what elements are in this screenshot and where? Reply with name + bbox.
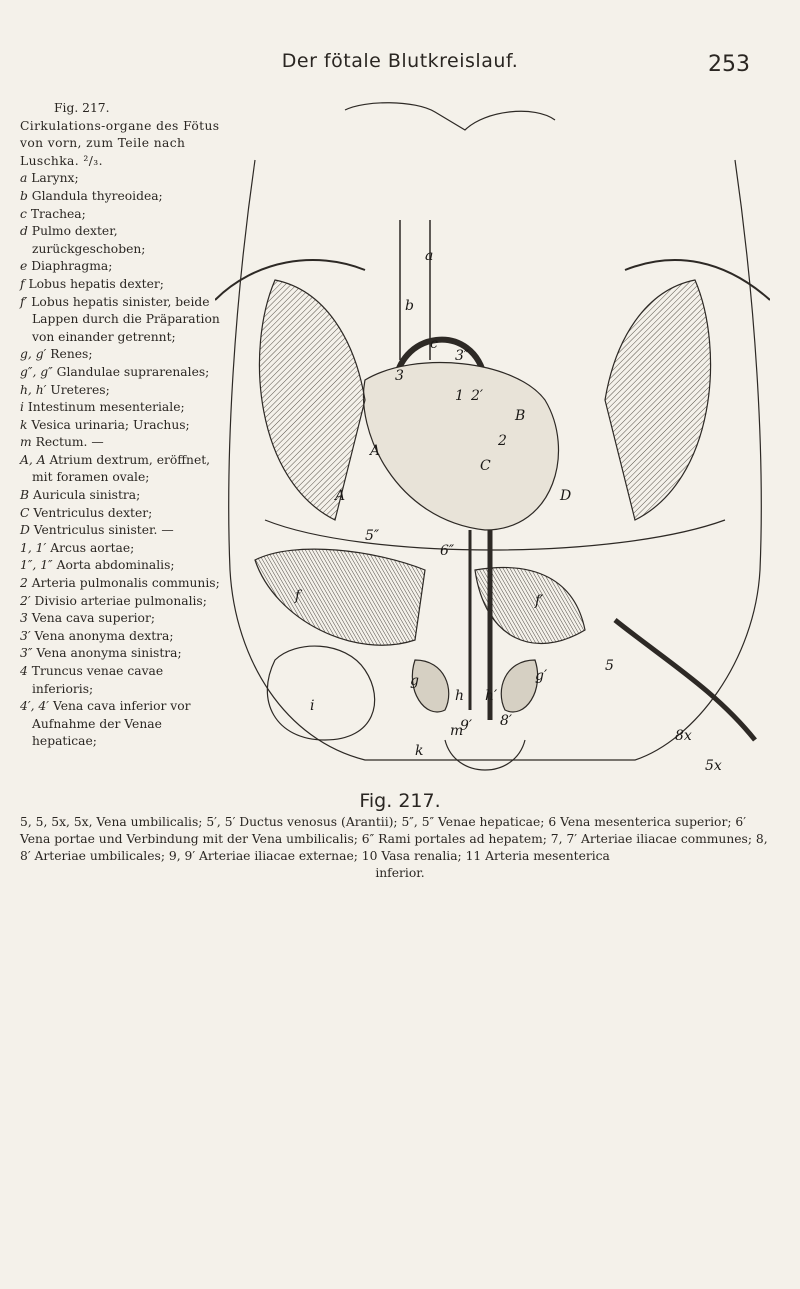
label-8x: 8x [675,728,692,744]
label-A2: A [335,488,346,504]
legend-entry [20,698,228,751]
legend-entry-key: 1″, 1″ [20,558,53,573]
legend-entry [20,346,228,364]
label-h: h [455,688,465,704]
legend-entries [20,170,228,751]
legend-entry-key: 2′ [20,593,31,608]
legend-entry [20,364,228,382]
legend-entry [20,206,228,224]
trachea [400,220,430,360]
legend-entry-text: Lobus hepatis dexter; [28,276,164,291]
legend-entry-key: A, A [20,452,46,467]
legend-fig-label: Fig. 217. [54,101,110,115]
label-6: 6″ [440,543,455,559]
label-5x: 5x [705,758,722,774]
legend-entry-key: 3″ [20,646,33,661]
legend-entry [20,628,228,646]
legend-entry [20,522,228,540]
legend-entry [20,540,228,558]
legend-entry-key: h, h′ [20,382,47,397]
label-fp: f′ [535,593,544,609]
legend-entry-text: Renes; [50,347,93,362]
legend-entry [20,417,228,435]
legend-entry-text: Vena cava inferior vor Aufnahme der Venae hepaticae; [32,699,191,749]
footnote-line-1: 5, 5, 5x, 5x, Vena umbilicalis; 5′, 5′ Ductus venosus (Arantii); 5″, 5″ Venae hepaticae; 6 Vena mesenterica superior; 6′ Vena portae und Verbindung mit der Vena umbilicalis; 6″ Rami portales ad hepatem; 7, 7′ Arteriae iliacae communes; 8, 8′ Arteriae umbilicales; 9, 9′ Arteriae iliacae externae; 10 Vasa renalia; 11 Arteria mesenterica [20,815,768,863]
legend-entry-key: a [20,171,28,186]
anatomical-illustration [215,100,770,790]
label-a: a [425,248,434,264]
legend-entry-text: Diaphragma; [31,259,113,274]
legend-entry-text: Vena anonyma sinistra; [36,646,182,661]
intestine [267,646,374,740]
legend-entry [20,276,228,294]
legend-entry [20,223,228,258]
legend-entry-text: Atrium dextrum, eröffnet, mit foramen ovale; [32,452,211,485]
legend-entry [20,487,228,505]
legend-entry-text: Trachea; [30,206,86,221]
legend-entry-text: Aorta abdominalis; [56,558,175,573]
label-i: i [310,698,315,714]
legend-entry-key: e [20,259,28,274]
legend-entry-text: Arteria pulmonalis communis; [31,576,220,591]
legend-entry-text: Truncus venae cavae inferioris; [31,664,164,696]
label-2: 2 [498,433,507,449]
legend-entry-key: m [20,435,32,450]
legend-entry-text: Rectum. — [35,435,104,450]
legend-entry-text: Ventriculus dexter; [33,505,153,520]
legend-entry [20,610,228,628]
legend-entry-key: k [20,417,28,432]
legend-entry-key: g″, g″ [20,364,53,379]
label-8: 8′ [500,713,513,729]
legend-entry-text: Pulmo dexter, zurückgeschoben; [31,224,146,256]
legend-entry-key: i [20,400,24,415]
label-2p: 2′ [471,388,484,404]
legend-entry [20,188,228,206]
legend-entry [20,434,228,452]
umbilical-vein [615,620,755,740]
legend-entry-text: Ventriculus sinister. — [33,523,174,538]
label-k: k [415,743,424,759]
footnote [20,814,780,882]
legend-entry [20,382,228,400]
legend-entry-text: Divisio arteriae pulmonalis; [34,593,207,608]
legend-entry-key: 3′ [20,628,31,643]
legend-entry [20,399,228,417]
legend-entry-key: g, g′ [20,347,47,362]
label-C: C [480,458,491,474]
label-gp: g′ [535,668,548,684]
footnote-line-2: inferior. [375,866,425,880]
figure-legend [20,100,228,751]
legend-entry-text: Auricula sinistra; [32,488,141,503]
legend-entry [20,557,228,575]
label-c: c [430,336,438,352]
page-number: 253 [708,52,750,77]
legend-entry [20,258,228,276]
figure-caption: Fig. 217. [359,790,441,812]
legend-entry-key: d [20,224,28,239]
legend-entry [20,294,228,347]
legend-entry [20,645,228,663]
label-1: 1 [455,388,464,404]
legend-entry-key: c [20,206,27,221]
label-b: b [405,298,414,314]
label-3a: 3″ [455,348,470,364]
label-9: 9′ [460,718,473,734]
legend-entry-text: Larynx; [31,171,79,186]
kidney-right [501,660,537,712]
legend-entry-text: Lobus hepatis sinister, beide Lappen durch die Präparation von einander getrennt; [31,294,220,344]
legend-entry-key: C [20,505,30,520]
legend-entry [20,575,228,593]
liver-right [255,549,425,645]
legend-entry [20,663,228,698]
legend-entry-text: Vena cava superior; [31,611,155,626]
legend-entry-text: Vesica urinaria; Urachus; [31,417,190,432]
legend-entry-key: 4′, 4′ [20,699,50,714]
label-A1: A [370,443,381,459]
legend-entry-key: D [20,523,30,538]
label-B: B [515,408,526,424]
page-header-title: Der fötale Blutkreislauf. [281,50,519,72]
bladder [445,740,525,770]
lung-right [259,280,365,520]
legend-entry-key: 2 [20,576,28,591]
legend-entry-text: Ureteres; [50,382,110,397]
legend-entry-key: 4 [20,664,28,678]
lung-left [605,280,711,520]
legend-entry-text: Arcus aortae; [50,540,135,555]
legend-caption: Cirkulations-organe des Fötus von vorn, zum Teile nach Luschka. ²/₃. [20,118,220,168]
neck-outline [345,103,555,130]
legend-entry [20,505,228,523]
legend-entry [20,593,228,611]
legend-entry-key: b [20,188,28,203]
legend-entry-key: B [20,488,30,503]
label-3b: 3 [395,368,404,384]
legend-entry-text: Glandulae suprarenales; [56,364,210,379]
label-f: f [295,588,301,604]
label-g: g [410,673,419,689]
label-hp: h′ [485,688,498,704]
legend-entry [20,170,228,188]
legend-entry-text: Intestinum mesenteriale; [27,400,185,415]
label-5: 5 [605,658,614,674]
label-D: D [560,488,572,504]
label-5a: 5″ [365,528,380,544]
legend-entry-key: 1, 1′ [20,540,47,555]
legend-entry [20,452,228,487]
legend-entry-text: Glandula thyreoidea; [31,188,163,203]
legend-entry-key: 3 [20,611,28,626]
label-m: m [450,723,464,739]
legend-entry-key: f [20,276,25,291]
legend-entry-text: Vena anonyma dextra; [34,628,174,643]
legend-entry-key: f′ [20,294,28,309]
